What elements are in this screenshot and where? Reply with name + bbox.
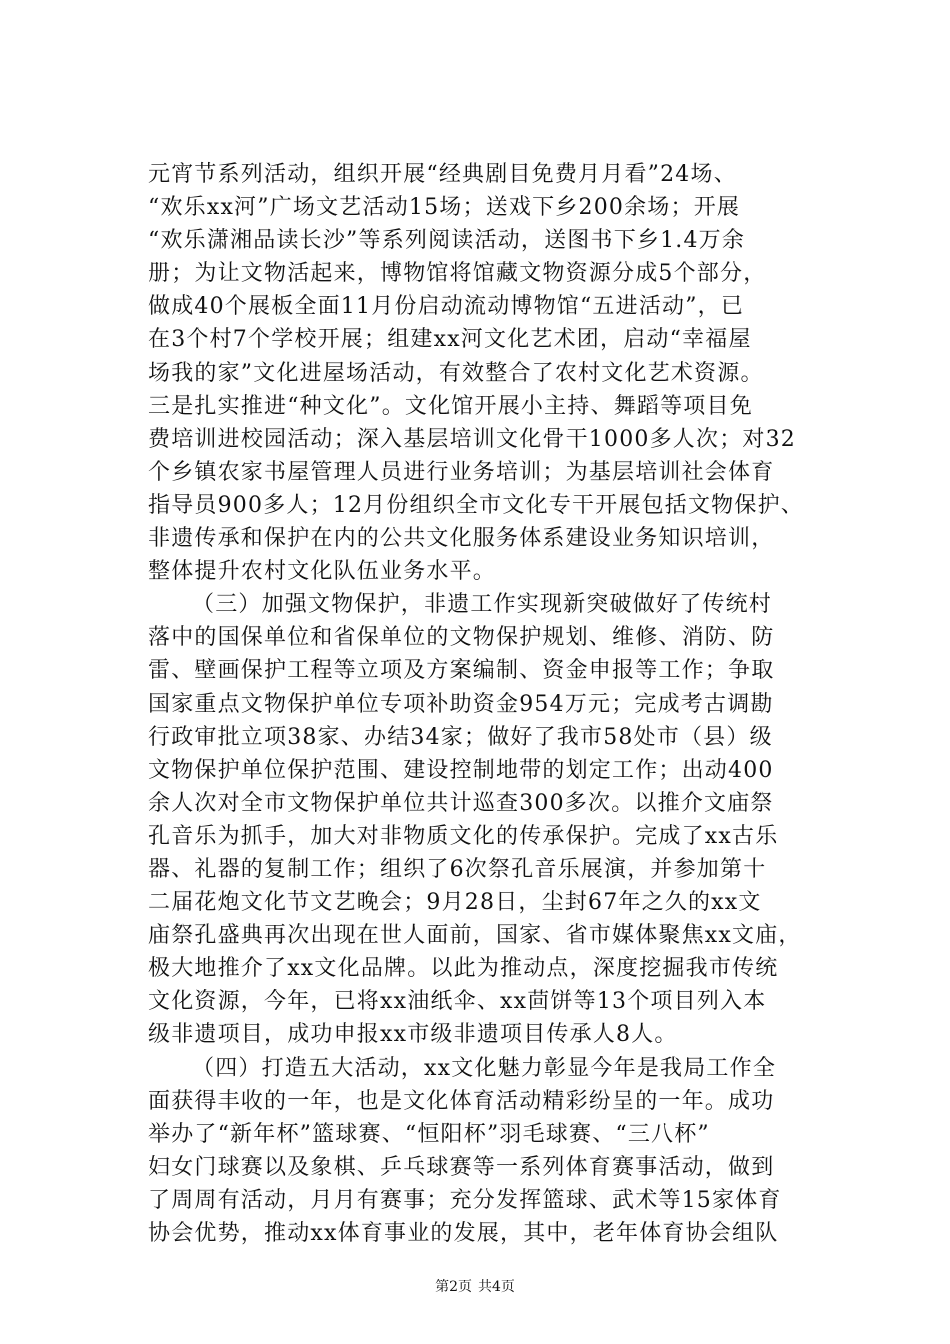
text-line: 行政审批立项38家、办结34家；做好了我市58处市（县）级: [148, 724, 773, 750]
document-body: [148, 158, 828, 1250]
text-line: 举办了“新年杯”篮球赛、“恒阳杯”羽毛球赛、“三八杯”: [148, 1121, 710, 1147]
page-number: 第2页: [435, 1279, 472, 1295]
text-line: 非遗传承和保护在内的公共文化服务体系建设业务知识培训，: [148, 526, 775, 552]
text-line: 做成40个展板全面11月份启动流动博物馆“五进活动”，已: [148, 294, 745, 320]
text-line: 个乡镇农家书屋管理人员进行业务培训；为基层培训社会体育: [148, 459, 775, 485]
text-line: 文物保护单位保护范围、建设控制地带的划定工作；出动400: [148, 757, 774, 783]
text-line: 级非遗项目，成功申报xx市级非遗项目传承人8人。: [148, 1022, 678, 1048]
text-line: 面获得丰收的一年，也是文化体育活动精彩纷呈的一年。成功: [148, 1088, 775, 1114]
text-line: 余人次对全市文物保护单位共计巡查300多次。以推介文庙祭: [148, 790, 774, 816]
text-line: 雷、壁画保护工程等立项及方案编制、资金申报等工作；争取: [148, 658, 775, 684]
text-line: 国家重点文物保护单位专项补助资金954万元；完成考古调勘: [148, 691, 774, 717]
text-line: 册；为让文物活起来，博物馆将馆藏文物资源分成5个部分，: [148, 261, 767, 287]
section-heading-line: （三）加强文物保护，非遗工作实现新突破做好了传统村: [192, 592, 773, 618]
text-line: 孔音乐为抓手，加大对非物质文化的传承保护。完成了xx古乐: [148, 823, 779, 849]
text-line: 落中的国保单位和省保单位的文物保护规划、维修、消防、防: [148, 625, 775, 651]
text-line: 器、礼器的复制工作；组织了6次祭孔音乐展演，并参加第十: [148, 856, 767, 882]
text-line: 极大地推介了xx文化品牌。以此为推动点，深度挖掘我市传统: [148, 956, 779, 982]
text-line: 庙祭孔盛典再次出现在世人面前，国家、省市媒体聚焦xx文庙，: [148, 923, 802, 949]
section-heading-line: （四）打造五大活动，xx文化魅力彰显今年是我局工作全: [192, 1055, 777, 1081]
text-line: 整体提升农村文化队伍业务水平。: [148, 559, 497, 585]
text-line: 妇女门球赛以及象棋、乒乓球赛等一系列体育赛事活动，做到: [148, 1154, 775, 1180]
text-line: 场我的家”文化进屋场活动，有效整合了农村文化艺术资源。: [148, 360, 764, 386]
text-line: 在3个村7个学校开展；组建xx河文化艺术团，启动“幸福屋: [148, 327, 752, 353]
text-line: 协会优势，推动xx体育事业的发展，其中，老年体育协会组队: [148, 1221, 779, 1246]
text-line: 元宵节系列活动，组织开展“经典剧目免费月月看”24场、: [148, 162, 737, 187]
text-line: “欢乐xx河”广场文艺活动15场；送戏下乡200余场；开展: [148, 195, 741, 221]
text-line: 文化资源，今年，已将xx油纸伞、xx茴饼等13个项目列入本: [148, 989, 767, 1015]
text-line: 了周周有活动，月月有赛事；充分发挥篮球、武术等15家体育: [148, 1187, 782, 1213]
text-line: 费培训进校园活动；深入基层培训文化骨干1000多人次；对32: [148, 426, 796, 452]
page-footer: [0, 1276, 950, 1296]
page-total: 共4页: [478, 1279, 515, 1295]
text-line: “欢乐潇湘品读长沙”等系列阅读活动，送图书下乡1.4万余: [148, 228, 746, 254]
text-line: 二届花炮文化节文艺晚会；9月28日，尘封67年之久的xx文: [148, 890, 762, 916]
text-line: 三是扎实推进“种文化”。文化馆开展小主持、舞蹈等项目免: [148, 393, 753, 419]
text-line: 指导员900多人；12月份组织全市文化专干开展包括文物保护、: [148, 492, 804, 518]
